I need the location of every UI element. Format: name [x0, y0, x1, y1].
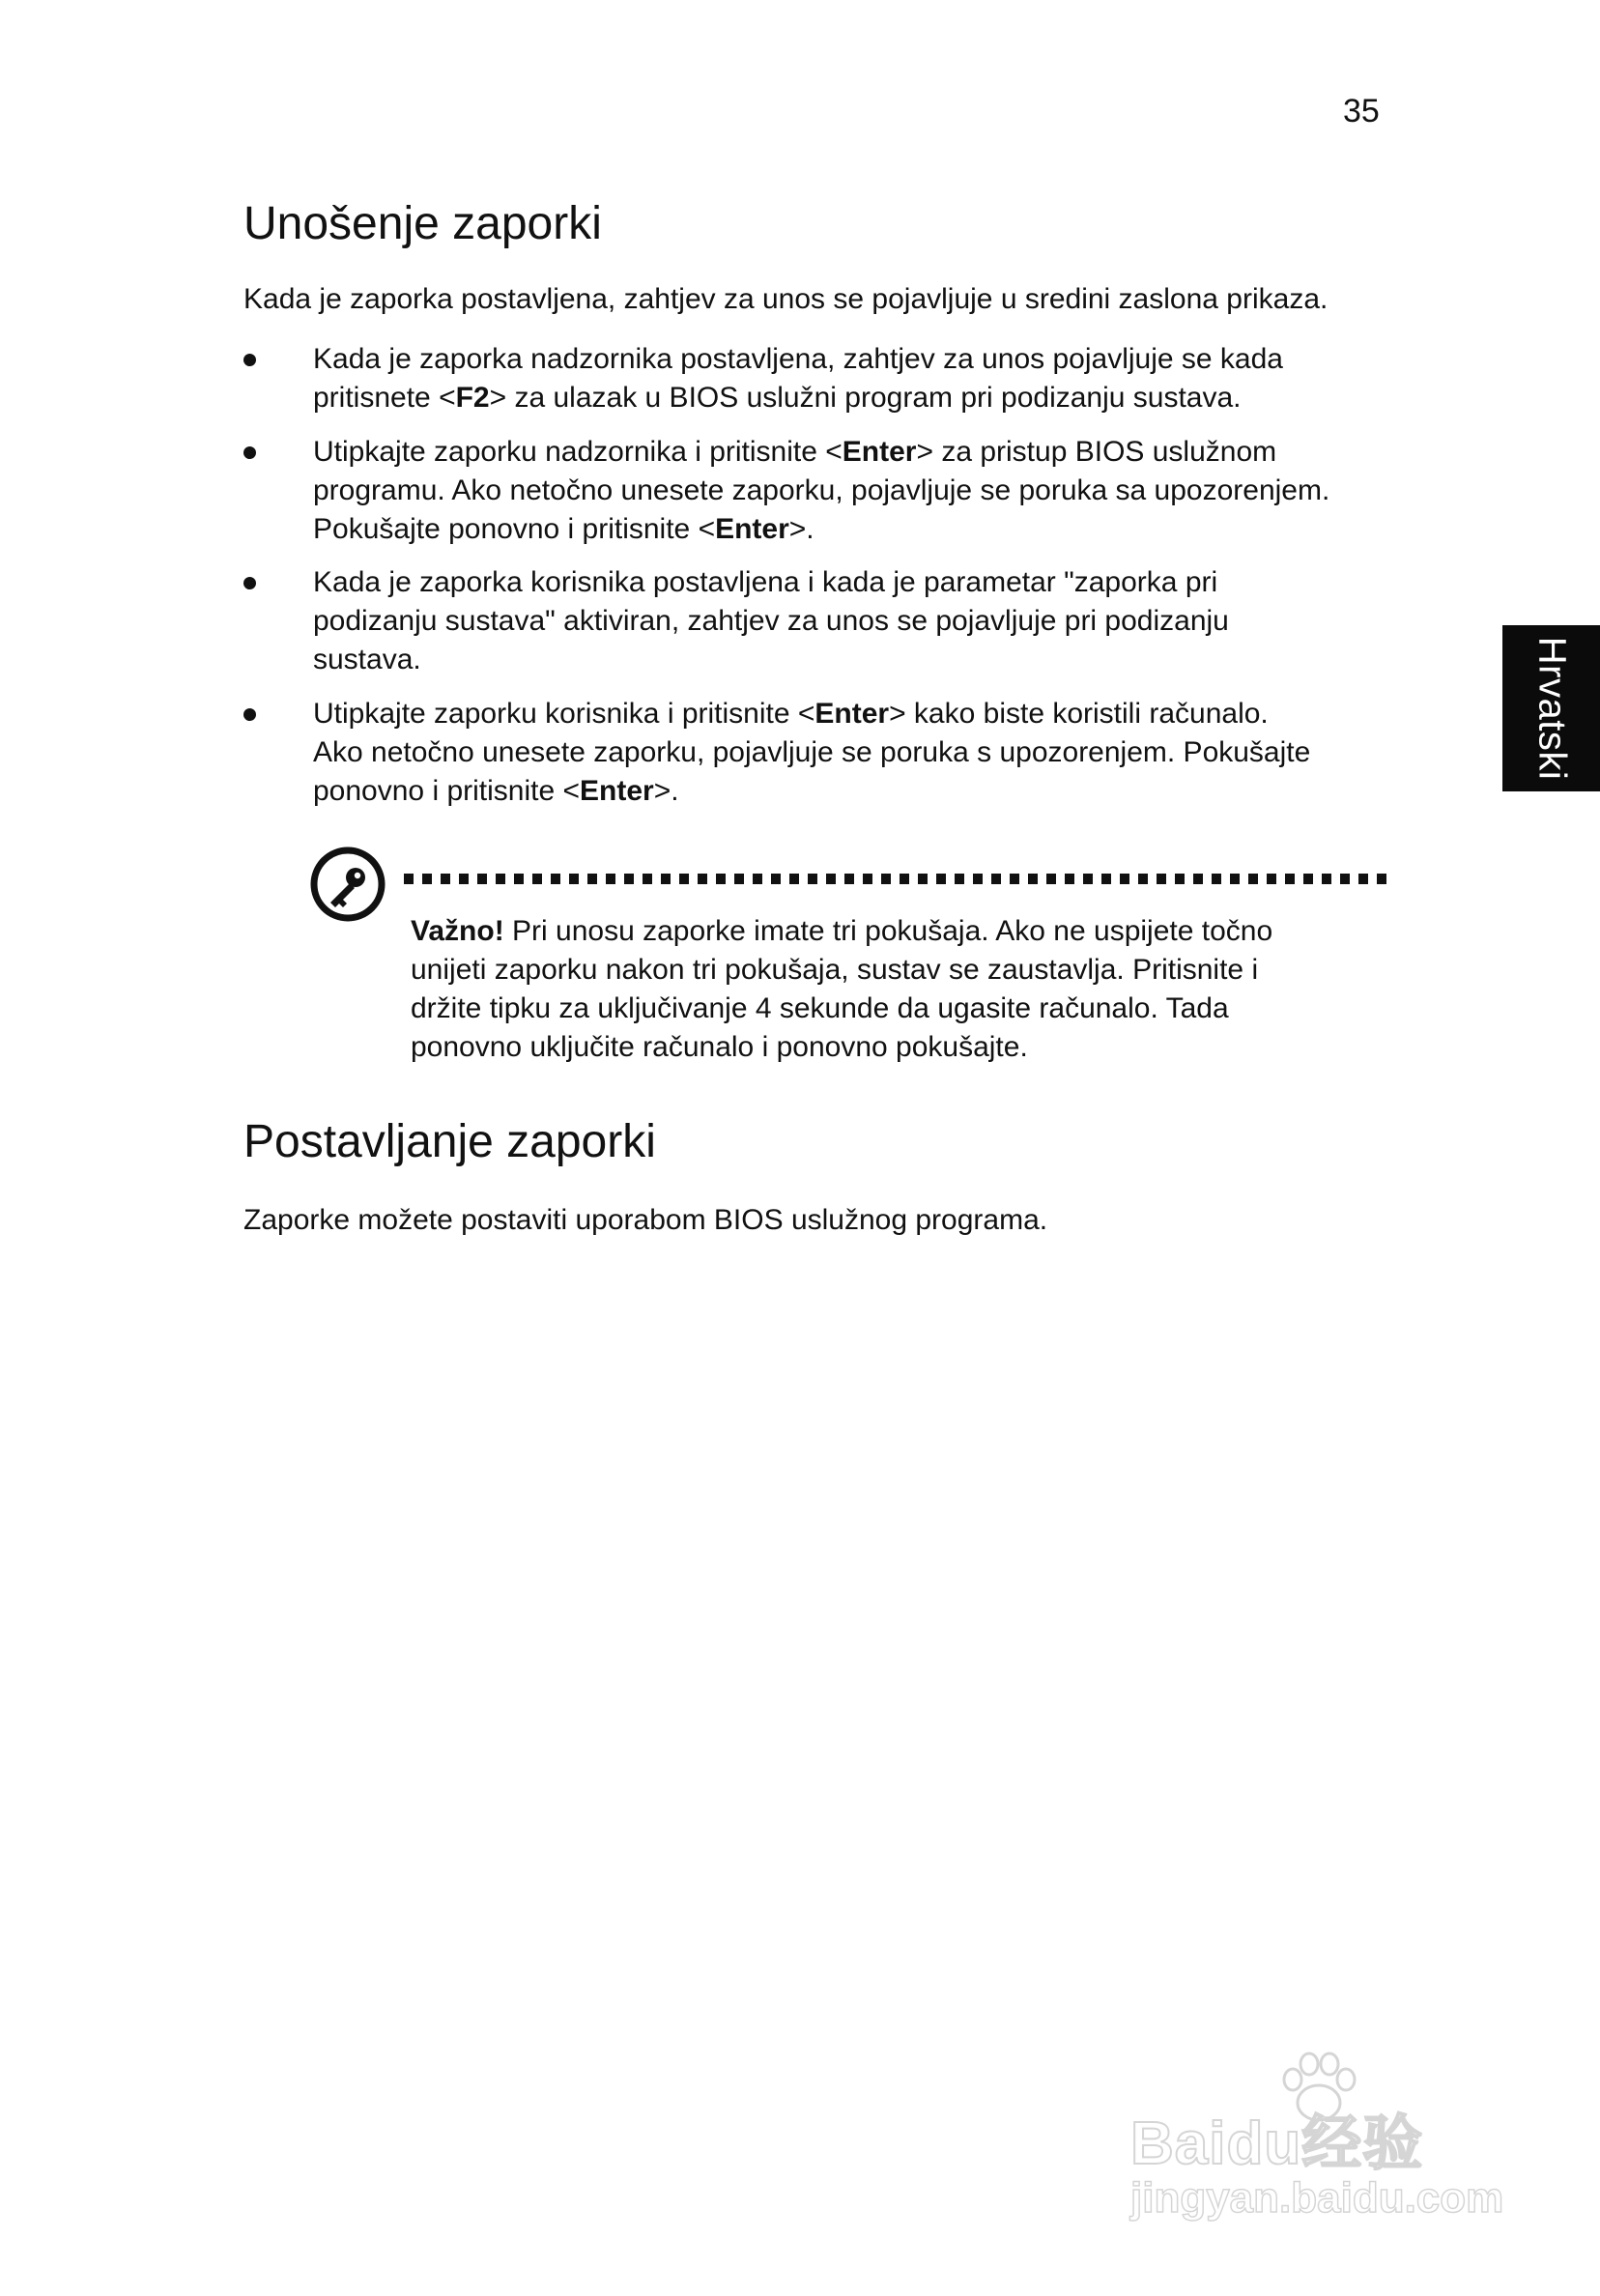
key-icon [309, 846, 386, 923]
watermark-url: jingyan.baidu.com [1130, 2174, 1504, 2222]
bullet-text: Kada je zaporka nadzornika postavljena, zahtjev za unos pojavljuje se kada pritisnete <F2> za ulazak u BIOS uslužni program pri podizanju sustava. [313, 343, 1283, 414]
section-title-entering-passwords: Unošenje zaporki [243, 198, 602, 249]
bullet-dot [243, 577, 256, 589]
language-tab [1502, 625, 1600, 791]
bullet-dot [243, 354, 256, 366]
note-divider [404, 874, 1387, 884]
baidu-watermark [1121, 2049, 1507, 2242]
watermark-brand: Baidu经验 [1130, 2110, 1424, 2177]
note-label: Važno! [411, 915, 504, 947]
bullet-text: Utipkajte zaporku korisnika i pritisnite <Enter> kako biste koristili računalo. Ako netočno unesete zaporku, pojavljuje se poruka s upozorenjem. Pokušajte ponovno i pritisnite <Enter>. [313, 698, 1311, 807]
bullet-dot [243, 446, 256, 459]
intro-paragraph: Kada je zaporka postavljena, zahtjev za unos se pojavljuje u sredini zaslona prikaza. [243, 283, 1329, 315]
key-name: Enter [814, 698, 890, 730]
section-title-setting-passwords: Postavljanje zaporki [243, 1116, 656, 1167]
language-tab-label: Hrvatski [1530, 636, 1573, 781]
page-number: 35 [1343, 93, 1380, 129]
key-name: F2 [455, 382, 490, 414]
bullet-text: Utipkajte zaporku nadzornika i pritisnite <Enter> za pristup BIOS uslužnom programu. Ako netočno unesete zaporku, pojavljuje se poruka sa upozorenjem. Pokušajte ponovno i pritisnite <Enter>. [313, 436, 1330, 545]
important-note: Važno! Pri unosu zaporke imate tri pokušaja. Ako ne uspijete točno unijeti zaporku nakon tri pokušaja, sustav se zaustavlja. Pritisnite i držite tipku za uključivanje 4 sekunde da ugasite računalo. Tada ponovno uključite računalo i ponovno pokušajte. [411, 915, 1273, 1063]
setting-paragraph: Zaporke možete postaviti uporabom BIOS uslužnog programa. [243, 1204, 1048, 1236]
bullet-text: Kada je zaporka korisnika postavljena i kada je parametar "zaporka pri podizanju sustava" aktiviran, zahtjev za unos se pojavljuje pri podizanju sustava. [313, 566, 1229, 675]
bullet-dot [243, 708, 256, 721]
key-name: Enter [580, 775, 654, 807]
key-name: Enter [715, 513, 789, 545]
key-name: Enter [842, 436, 917, 468]
